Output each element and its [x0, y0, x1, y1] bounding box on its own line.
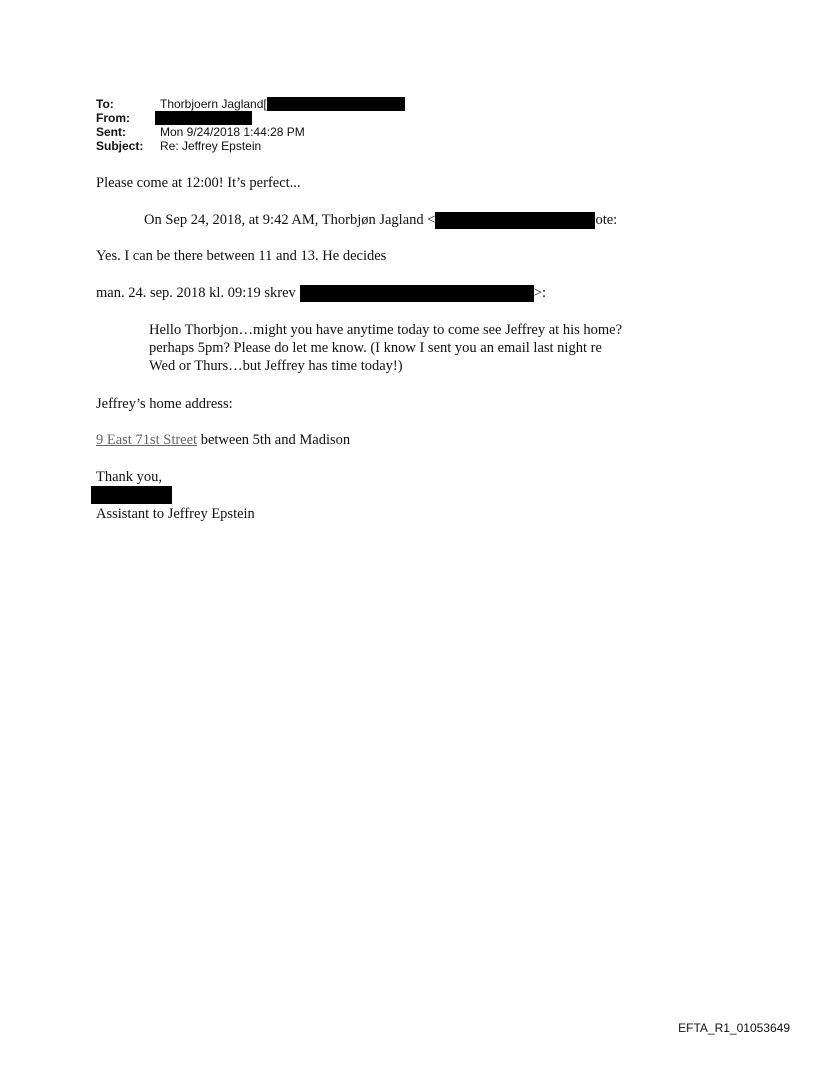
inner-quote-line-3: Wed or Thurs…but Jeffrey has time today!): [149, 358, 403, 374]
thanks-line: Thank you,: [96, 469, 163, 485]
from-value: [160, 111, 252, 125]
from-label: From:: [96, 111, 130, 125]
reply-line: Please come at 12:00! It’s perfect...: [96, 175, 301, 191]
redaction-block: [155, 111, 252, 125]
quote-attribution-1: [144, 212, 617, 229]
to-label: To:: [96, 97, 114, 111]
quote-attribution-2: [96, 285, 546, 302]
quoted-reply-line: Yes. I can be there between 11 and 13. He decides: [96, 248, 387, 264]
quote-attribution-1-suffix: ote:: [595, 212, 618, 228]
redaction-block: [435, 212, 595, 229]
redaction-block: [300, 285, 534, 302]
signature-line: Assistant to Jeffrey Epstein: [96, 506, 255, 522]
subject-value: Re: Jeffrey Epstein: [160, 139, 262, 153]
quote-attribution-2-suffix: >:: [533, 285, 546, 301]
to-name: Thorbjoern Jagland[: [160, 97, 267, 111]
inner-quote-line-1: Hello Thorbjon…might you have anytime today to come see Jeffrey at his home?: [149, 322, 623, 338]
bates-number: EFTA_R1_01053649: [678, 1021, 790, 1035]
sent-label: Sent:: [96, 125, 126, 139]
quote-attribution-2-prefix: man. 24. sep. 2018 kl. 09:19 skrev: [96, 285, 296, 301]
quote-attribution-1-prefix: On Sep 24, 2018, at 9:42 AM, Thorbjøn Jagland <: [144, 212, 436, 228]
address-line: [96, 432, 350, 449]
address-rest: between 5th and Madison: [197, 432, 351, 448]
address-label: Jeffrey’s home address:: [96, 396, 233, 412]
redaction-block: [267, 97, 405, 111]
redaction-block: [91, 486, 172, 504]
sent-value: Mon 9/24/2018 1:44:28 PM: [160, 125, 305, 139]
address-link[interactable]: 9 East 71st Street: [96, 432, 198, 448]
inner-quote-line-2: perhaps 5pm? Please do let me know. (I know I sent you an email last night re: [149, 340, 602, 356]
to-value: [160, 97, 405, 111]
subject-label: Subject:: [96, 139, 144, 153]
